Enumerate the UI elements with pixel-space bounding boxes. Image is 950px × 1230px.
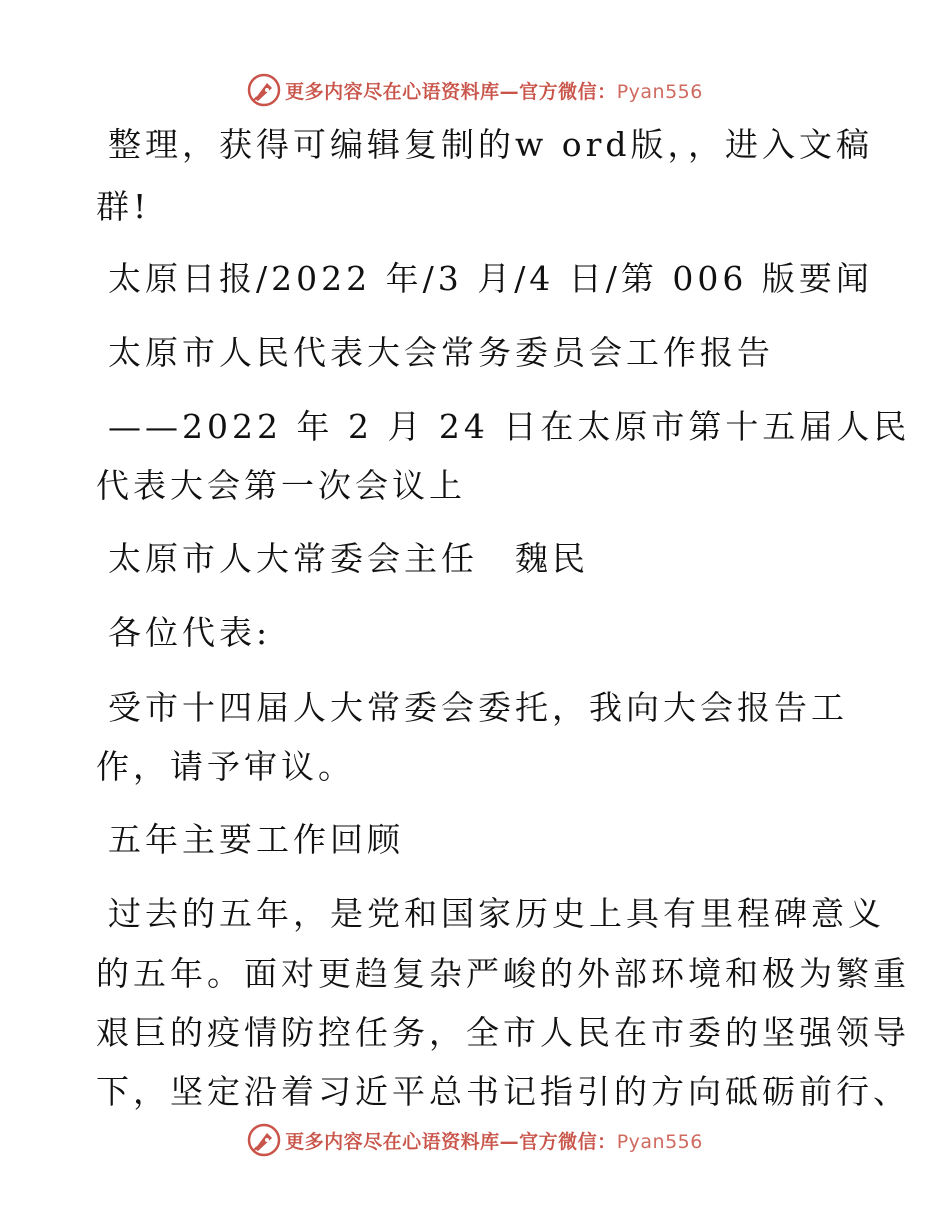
watermark-handle: Pyan556 [616, 1130, 703, 1153]
watermark-handle: Pyan556 [616, 80, 703, 103]
paragraph-line: 下，坚定沿着习近平总书记指引的方向砥砺前行、 [96, 1072, 910, 1111]
report-subtitle-line: ——2022 年 2 月 24 日在太原市第十五届人民 [108, 407, 911, 446]
watermark-text [285, 1127, 703, 1154]
footer-watermark [0, 1120, 950, 1160]
paragraph-line: 过去的五年，是党和国家历史上具有里程碑意义 [108, 894, 885, 933]
paragraph-line: 受市十四届人大常委会委托，我向大会报告工 [108, 688, 848, 727]
watermark-official: 官方微信： [519, 80, 617, 103]
source-line: 太原日报/2022 年/3 月/4 日/第 006 版要闻 [108, 259, 873, 298]
watermark-brand: 更多内容尽在心语资料库 [285, 1130, 500, 1153]
author-line: 太原市人大常委会主任 魏民 [108, 539, 589, 578]
report-subtitle-line: 代表大会第一次会议上 [96, 466, 466, 505]
watermark-separator: — [499, 1130, 520, 1153]
paragraph-line: 艰巨的疫情防控任务，全市人民在市委的坚强领导 [96, 1013, 910, 1052]
watermark-separator: — [499, 80, 520, 103]
paragraph-line: 作，请予审议。 [96, 747, 355, 786]
watermark-official: 官方微信： [519, 1130, 617, 1153]
pen-nib-logo-icon [247, 1123, 281, 1157]
paragraph-line: 的五年。面对更趋复杂严峻的外部环境和极为繁重 [96, 954, 910, 993]
paragraph-line: 群! [96, 187, 151, 226]
watermark-brand: 更多内容尽在心语资料库 [285, 80, 500, 103]
paragraph-line: 整理，获得可编辑复制的w ord版，，进入文稿 [108, 125, 874, 164]
report-title: 太原市人民代表大会常务委员会工作报告 [108, 333, 774, 372]
salutation: 各位代表: [108, 613, 272, 652]
section-heading: 五年主要工作回顾 [108, 820, 404, 859]
